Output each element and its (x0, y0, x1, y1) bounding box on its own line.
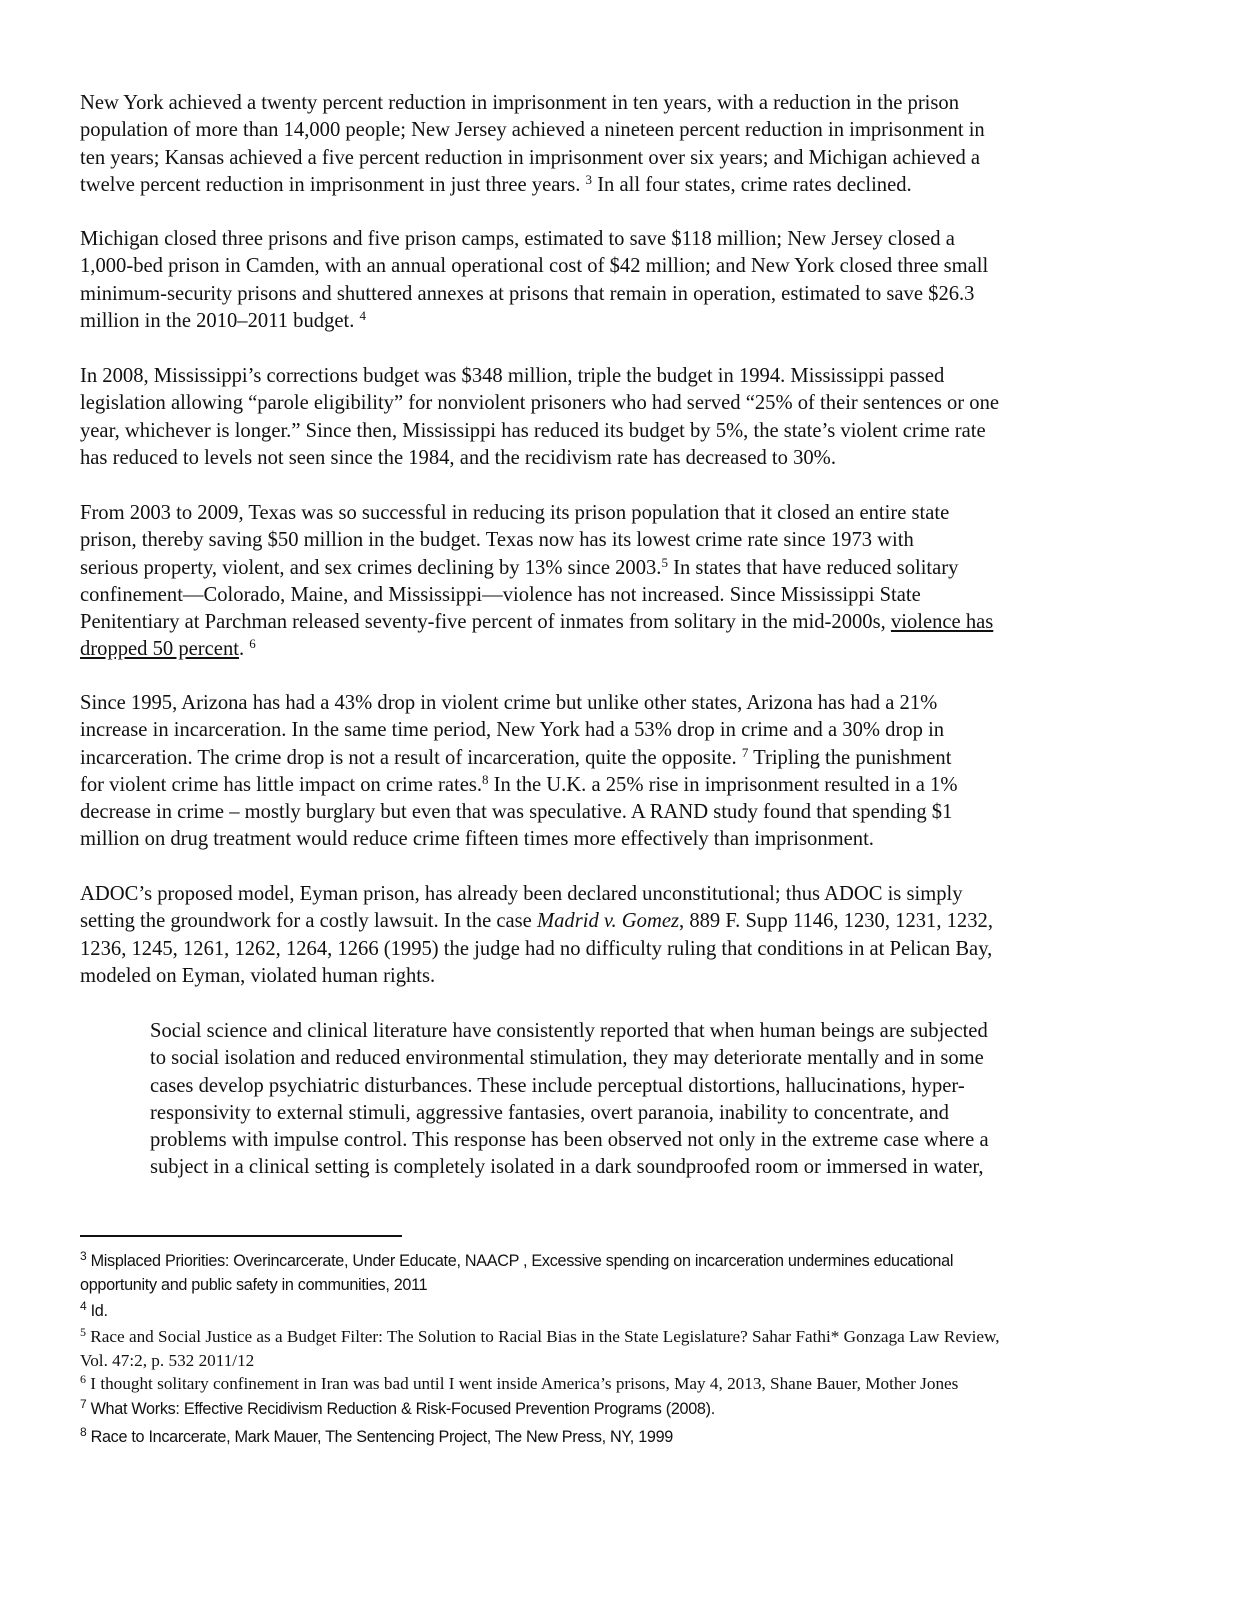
footnote-text: Race to Incarcerate, Mark Mauer, The Sentencing Project, The New Press, NY, 1999 (90, 1428, 674, 1446)
footnote-5 (80, 1325, 1000, 1373)
text-line (80, 500, 993, 527)
text-line (80, 936, 993, 963)
text-segment: year, whichever is longer.” Since then, Mississippi has reduced its budget by 5%, the state’s violent crime rate (80, 419, 986, 442)
footnote-line (80, 1372, 958, 1396)
text-line (80, 172, 985, 199)
footnote-line (80, 1425, 673, 1449)
underlined-text: violence has (890, 611, 994, 634)
text-segment: incarceration. The crime drop is not a result of incarceration, quite the opposite. (80, 746, 742, 769)
text-segment: New York achieved a twenty percent reduction in imprisonment in ten years, with a reduction in the prison (80, 92, 960, 114)
text-segment: confinement—Colorado, Maine, and Mississippi—violence has not increased. Since Mississippi State (80, 583, 921, 606)
text-segment: problems with impulse control. This response has been observed not only in the extreme case where a (150, 1129, 989, 1152)
footnote-reference: 6 (249, 636, 256, 652)
footnote-number: 8 (80, 1425, 87, 1439)
text-segment: million in the 2010–2011 budget. (80, 309, 360, 332)
paragraph-arizona (80, 690, 958, 854)
text-segment: serious property, violent, and sex crimes declining by 13% since 2003. (80, 556, 662, 579)
footnote-text: Id. (90, 1302, 108, 1320)
text-segment: Since 1995, Arizona has had a 43% drop in violent crime but unlike other states, Arizona has had a 21% (80, 692, 938, 714)
text-segment: modeled on Eyman, violated human rights. (80, 964, 436, 987)
text-line (80, 117, 985, 144)
footnote-text: Race and Social Justice as a Budget Filter: The Solution to Racial Bias in the State Legislature? Sahar Fathi* Gonzaga Law Review, (90, 1327, 1000, 1346)
footnote-reference: 3 (585, 171, 593, 187)
text-line (80, 582, 993, 609)
text-line (80, 963, 993, 990)
text-segment: ten years; Kansas achieved a five percent reduction in imprisonment over six years; and Michigan achieved a (80, 146, 981, 169)
text-segment: twelve percent reduction in imprisonment in just three years. (80, 173, 586, 196)
paragraph-prison-closures (80, 226, 988, 335)
text-line (80, 145, 985, 172)
text-segment: for violent crime has little impact on crime rates. (80, 773, 483, 796)
text-segment: million on drug treatment would reduce crime fifteen times more effectively than imprisonment. (80, 828, 874, 851)
text-line (80, 308, 988, 335)
text-line (80, 745, 958, 772)
footnote-number: 5 (80, 1325, 86, 1339)
footnote-line (80, 1325, 1000, 1349)
footnote-line (80, 1249, 953, 1273)
text-segment: responsivity to external stimuli, aggressive fantasies, overt paranoia, inability to concentrate, and (150, 1101, 949, 1124)
text-line (150, 1045, 989, 1072)
footnote-text: opportunity and public safety in communities, 2011 (80, 1276, 428, 1294)
footnote-text: Vol. 47:2, p. 532 2011/12 (80, 1351, 255, 1370)
text-segment: In all four states, crime rates declined. (592, 173, 912, 196)
paragraph-adoc (80, 881, 993, 990)
footnote-text: Misplaced Priorities: Overincarcerate, Under Educate, NAACP , Excessive spending on incarceration undermines educational (90, 1252, 954, 1270)
text-segment: legislation allowing “parole eligibility” for nonviolent prisoners who had served “25% of their sentences or one (80, 392, 1000, 415)
text-line (150, 1018, 989, 1045)
footnote-7 (80, 1397, 715, 1421)
text-segment: Penitentiary at Parchman released seventy-five percent of inmates from solitary in the mid-2000s, (80, 611, 891, 634)
text-segment: . (238, 638, 250, 661)
text-line (80, 609, 993, 636)
text-line (150, 1127, 989, 1154)
text-segment: minimum-security prisons and shuttered annexes at prisons that remain in operation, estimated to save $26.3 (80, 282, 975, 305)
text-line (150, 1100, 989, 1127)
text-segment: to social isolation and reduced environmental stimulation, they may deteriorate mentally and in some (150, 1047, 984, 1070)
text-line (80, 799, 958, 826)
text-line (80, 445, 999, 472)
text-segment: 1,000-bed prison in Camden, with an annual operational cost of $42 million; and New York closed three small (80, 255, 989, 278)
paragraph-state-reductions (80, 90, 985, 199)
text-line (80, 717, 958, 744)
text-segment: subject in a clinical setting is completely isolated in a dark soundproofed room or immersed in water, (150, 1156, 984, 1179)
text-line (80, 826, 958, 853)
text-line (80, 527, 993, 554)
footnote-6 (80, 1372, 958, 1396)
text-line (80, 363, 999, 390)
footnote-text: What Works: Effective Recidivism Reduction & Risk-Focused Prevention Programs (2008). (90, 1400, 715, 1418)
text-line (80, 881, 993, 908)
text-line (150, 1154, 989, 1181)
text-line (80, 253, 988, 280)
footnote-number: 7 (80, 1397, 87, 1411)
paragraph-mississippi (80, 363, 999, 472)
footnote-text: I thought solitary confinement in Iran was bad until I went inside America’s prisons, May 4, 2013, Shane Bauer, Mother Jones (90, 1374, 959, 1393)
text-segment: setting the groundwork for a costly lawsuit. In the case (80, 910, 537, 933)
footnote-number: 4 (80, 1299, 87, 1313)
text-line (80, 636, 993, 663)
text-segment: In 2008, Mississippi’s corrections budget was $348 million, triple the budget in 1994. Mississippi passed (80, 365, 945, 387)
text-line (80, 908, 993, 935)
text-segment: Social science and clinical literature have consistently reported that when human beings are subjected (150, 1020, 988, 1042)
footnote-8 (80, 1425, 673, 1449)
text-line (80, 418, 999, 445)
underlined-text: dropped 50 percent (80, 638, 239, 661)
footnote-reference: 4 (359, 307, 367, 323)
footnote-3 (80, 1249, 953, 1297)
text-line (80, 226, 988, 253)
text-segment: increase in incarceration. In the same time period, New York had a 53% drop in crime and a 30% drop in (80, 719, 945, 742)
footnote-line (80, 1397, 715, 1421)
text-segment: 1236, 1245, 1261, 1262, 1264, 1266 (1995) the judge had no difficulty ruling that conditions in at Pelican Bay, (80, 937, 993, 960)
footnote-reference: 7 (741, 744, 749, 760)
text-segment: ADOC’s proposed model, Eyman prison, has already been declared unconstitutional; thus ADOC is simply (80, 883, 963, 905)
footnote-line (80, 1349, 1000, 1373)
case-name: Madrid v. Gomez (536, 910, 680, 933)
footnote-line (80, 1299, 108, 1323)
text-line (80, 281, 988, 308)
text-segment: prison, thereby saving $50 million in the budget. Texas now has its lowest crime rate since 1973 with (80, 529, 914, 552)
footnote-4 (80, 1299, 108, 1323)
footnote-reference: 8 (482, 771, 489, 787)
footnote-number: 3 (80, 1249, 87, 1263)
footnote-number: 6 (80, 1372, 86, 1386)
text-segment: In states that have reduced solitary (667, 556, 959, 579)
text-line (80, 690, 958, 717)
footnote-line (80, 1273, 953, 1297)
text-line (150, 1073, 989, 1100)
block-quote (150, 1018, 989, 1182)
text-segment: has reduced to levels not seen since the 1984, and the recidivism rate has decreased to 30%. (80, 446, 836, 469)
text-line (80, 555, 993, 582)
text-line (80, 772, 958, 799)
text-line (80, 390, 999, 417)
text-segment: Tripling the punishment (748, 746, 952, 769)
text-segment: cases develop psychiatric disturbances. These include perceptual distortions, hallucinations, hyper- (150, 1074, 965, 1097)
footnote-separator (80, 1235, 402, 1237)
text-segment: , 889 F. Supp 1146, 1230, 1231, 1232, (679, 910, 993, 933)
text-line (80, 90, 985, 117)
text-segment: Michigan closed three prisons and five prison camps, estimated to save $118 million; New Jersey closed a (80, 228, 955, 250)
footnote-reference: 5 (661, 554, 668, 570)
text-segment: decrease in crime – mostly burglary but even that was speculative. A RAND study found that spending $1 (80, 801, 953, 824)
text-segment: From 2003 to 2009, Texas was so successful in reducing its prison population that it closed an entire state (80, 502, 950, 524)
paragraph-texas (80, 500, 993, 664)
text-segment: population of more than 14,000 people; New Jersey achieved a nineteen percent reduction in imprisonment in (80, 119, 985, 142)
text-segment: In the U.K. a 25% rise in imprisonment resulted in a 1% (488, 773, 958, 796)
